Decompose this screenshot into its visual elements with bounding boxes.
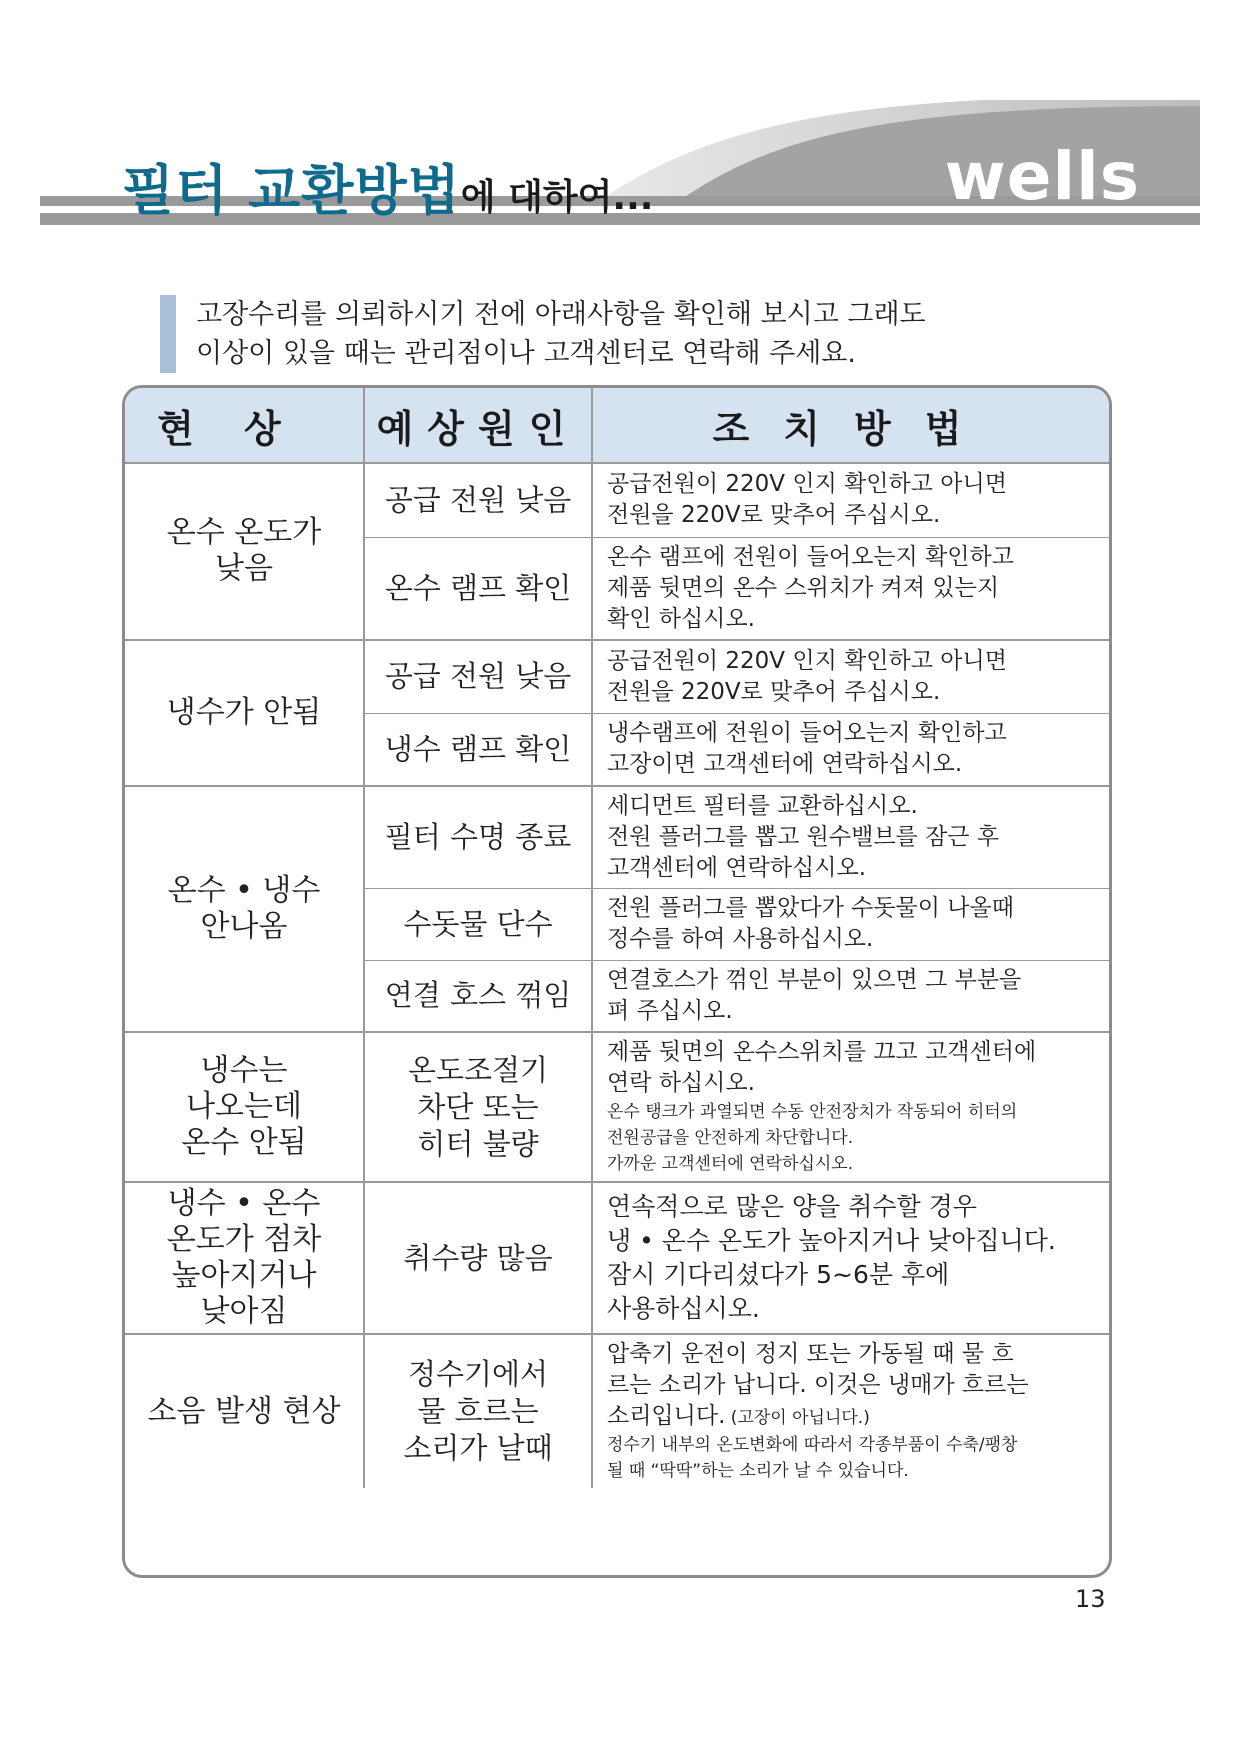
cause-cell: 공급 전원 낮음 [364, 463, 592, 537]
symptom-cell: 냉수는 나오는데 온수 안됨 [125, 1032, 364, 1182]
cause-cell: 온수 램프 확인 [364, 537, 592, 640]
table-row [125, 1182, 1112, 1334]
table-header-row [125, 388, 1112, 463]
action-text: 연결호스가 꺾인 부분이 있으면 그 부분을 펴 주십시오. [607, 966, 1022, 1024]
header-action: 조치방법 [592, 388, 1112, 463]
action-text: 냉수램프에 전원이 들어오는지 확인하고 고장이면 고객센터에 연락하십시오. [607, 720, 1007, 778]
table-row [125, 640, 1112, 714]
action-cell [592, 640, 1112, 714]
action-cell [592, 463, 1112, 537]
cause-cell: 수돗물 단수 [364, 888, 592, 960]
action-cell [592, 888, 1112, 960]
action-cell [592, 714, 1112, 786]
action-text: 제품 뒷면의 온수스위치를 끄고 고객센터에 연락 하십시오. [607, 1039, 1037, 1096]
cause-cell: 연결 호스 꺾임 [364, 960, 592, 1032]
action-cell [592, 1032, 1112, 1182]
action-cell [592, 1182, 1112, 1334]
header-cause: 예상원인 [364, 388, 592, 463]
action-note: 온수 탱크가 과열되면 수동 안전장치가 작동되어 히터의 전원공급을 안전하게 차단합니다. 가까운 고객센터에 연락하십시오. [607, 1102, 1018, 1174]
intro-line-1: 고장수리를 의뢰하시기 전에 아래사항을 확인해 보시고 그래도 [196, 299, 926, 330]
cause-cell: 정수기에서 물 흐르는 소리가 날때 [364, 1334, 592, 1488]
table-row [125, 463, 1112, 537]
cause-cell: 필터 수명 종료 [364, 786, 592, 889]
brand-logo: wells [944, 138, 1140, 215]
page-title-main: 필터 교환방법 [122, 159, 461, 222]
action-text: 세디먼트 필터를 교환하십시오. 전원 플러그를 뽑고 원수밸브를 잠근 후 고객센터에 연락하십시오. [607, 792, 1000, 881]
cause-cell: 온도조절기 차단 또는 히터 불량 [364, 1032, 592, 1182]
symptom-cell: 소음 발생 현상 [125, 1334, 364, 1488]
action-cell [592, 786, 1112, 889]
page-header [40, 100, 1200, 260]
page-title [122, 148, 653, 225]
intro-note [160, 295, 1060, 373]
cause-cell: 냉수 램프 확인 [364, 714, 592, 786]
action-tail-text: (고장이 아닙니다.) [725, 1408, 870, 1428]
action-cell [592, 537, 1112, 640]
intro-line-2: 이상이 있을 때는 관리점이나 고객센터로 연락해 주세요. [196, 338, 856, 369]
cause-cell: 취수량 많음 [364, 1182, 592, 1334]
action-cell [592, 1334, 1112, 1488]
action-text: 전원 플러그를 뽑았다가 수돗물이 나올때 정수를 하여 사용하십시오. [607, 895, 1014, 952]
cause-cell: 공급 전원 낮음 [364, 640, 592, 714]
action-note: 정수기 내부의 온도변화에 따라서 각종부품이 수축/팽창 될 때 “딱딱”하는 소리가 날 수 있습니다. [607, 1435, 1018, 1481]
action-cell [592, 960, 1112, 1032]
table-body [125, 463, 1112, 1488]
symptom-cell: 냉수가 안됨 [125, 640, 364, 786]
table-row [125, 1032, 1112, 1182]
troubleshooting-table [122, 385, 1112, 1578]
symptom-cell: 온수 온도가 낮음 [125, 463, 364, 640]
symptom-cell: 온수 • 냉수 안나옴 [125, 786, 364, 1033]
symptom-cell: 냉수 • 온수 온도가 점차 높아지거나 낮아짐 [125, 1182, 364, 1334]
table-row [125, 1334, 1112, 1488]
page-number: 13 [1075, 1585, 1106, 1613]
action-text: 온수 램프에 전원이 들어오는지 확인하고 제품 뒷면의 온수 스위치가 켜져 있는지 확인 하십시오. [607, 543, 1014, 632]
table-row [125, 786, 1112, 889]
action-text: 연속적으로 많은 양을 취수할 경우 냉 • 온수 온도가 높아지거나 낮아집니다. 잠시 기다리셨다가 5~6분 후에 사용하십시오. [607, 1192, 1056, 1323]
action-text: 압축기 운전이 정지 또는 가동될 때 물 흐 르는 소리가 납니다. 이것은 냉매가 흐르는 소리입니다. [607, 1341, 1029, 1429]
action-text: 공급전원이 220V 인지 확인하고 아니면 전원을 220V로 맞추어 주십시오. [607, 647, 1007, 705]
action-text: 공급전원이 220V 인지 확인하고 아니면 전원을 220V로 맞추어 주십시오. [607, 471, 1007, 529]
intro-accent-bar [160, 295, 176, 373]
header-symptom: 현상 [125, 388, 364, 463]
page-title-sub: 에 대하여... [460, 177, 654, 218]
